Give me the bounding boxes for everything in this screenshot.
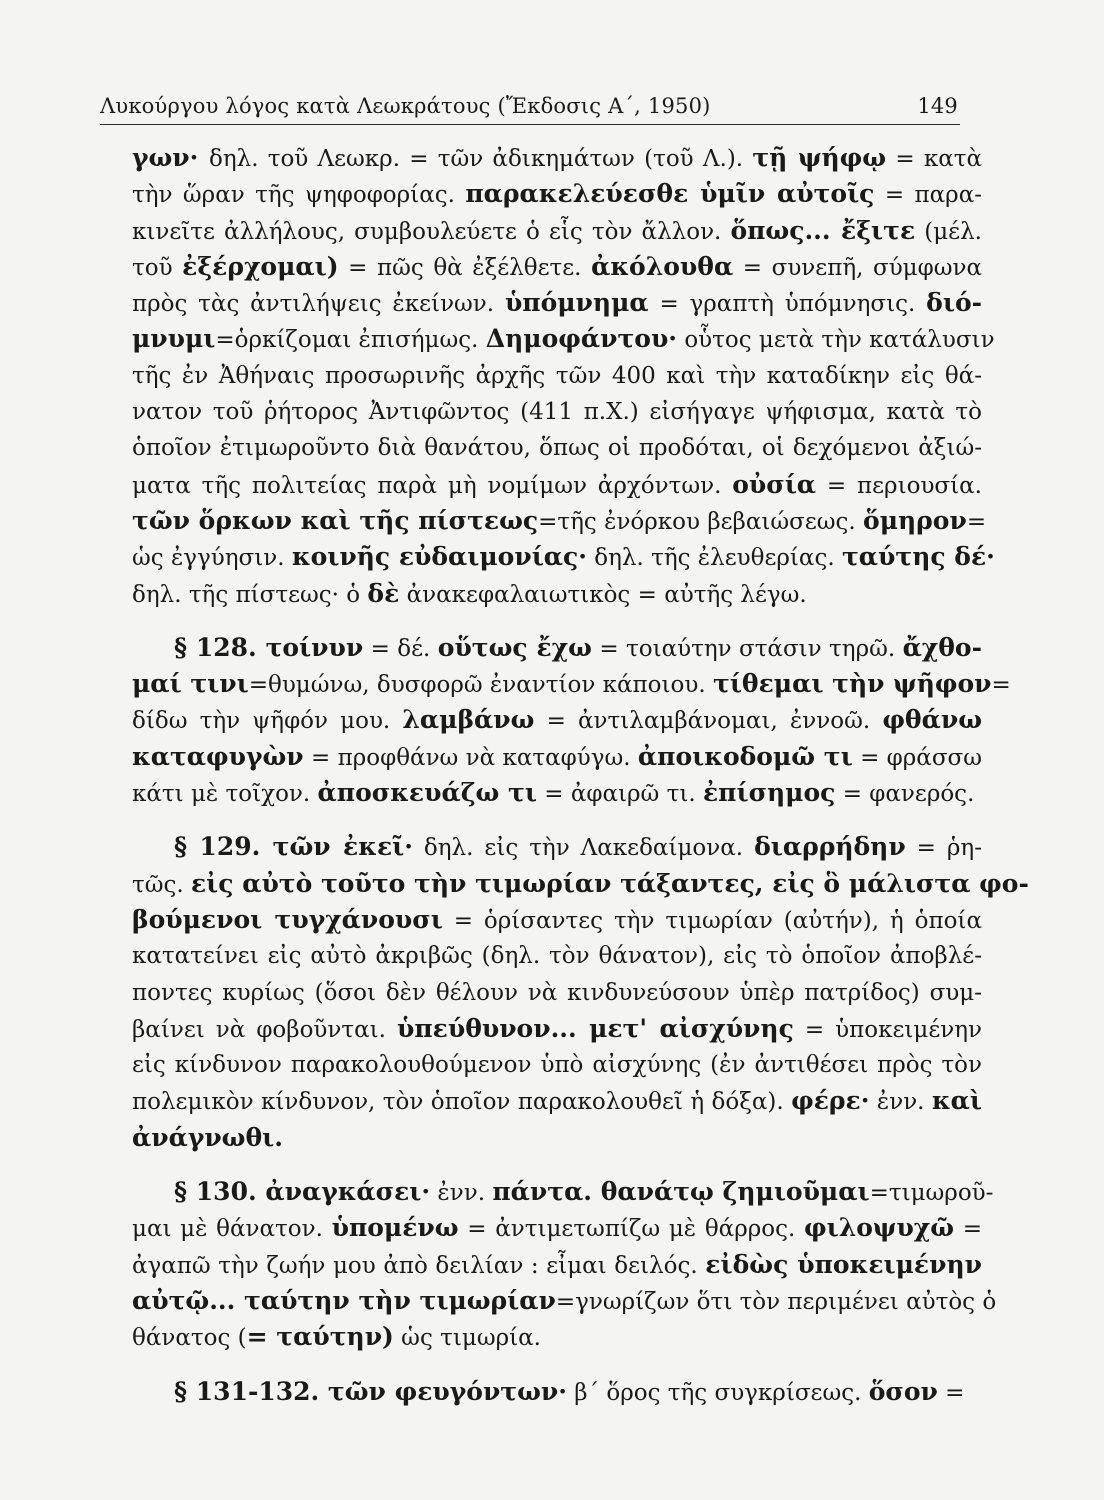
gloss-text: ματα τῆς πολιτείας παρὰ μὴ νομίμων ἀρχόντων. <box>132 472 733 499</box>
gloss-text: = δέ. <box>363 635 438 662</box>
gloss-text: ποντες κυρίως (ὅσοι δὲν θέλουν νὰ κινδυνεύσουν ὑπὲρ πατρίδος) συμ- <box>132 979 982 1006</box>
lemma-term: αὐτῷ... ταύτην τὴν τιμωρίαν <box>132 1285 556 1315</box>
lemma-term: μαί τινι <box>132 669 249 699</box>
lemma-term: τίθεμαι τὴν ψῆφον <box>713 669 992 699</box>
text-line <box>132 866 1029 902</box>
text-line <box>132 249 982 285</box>
text-line <box>132 666 1011 702</box>
text-line <box>132 539 995 575</box>
gloss-text: = ῥη- <box>905 835 982 862</box>
text-line <box>132 702 982 738</box>
lemma-term: μνυμι <box>132 324 216 354</box>
commentary-text <box>132 140 1029 1410</box>
lemma-term: ὑπεύθυνον... μετ' αἰσχύνης <box>397 1013 794 1043</box>
lemma-term: ἀποσκευάζω τι <box>317 778 537 808</box>
gloss-text: = συνεπῆ, σύμφωνα <box>733 254 982 281</box>
gloss-text: οὗτος μετὰ τὴν κατάλυσιν <box>677 327 995 354</box>
gloss-text: μαι μὲ θάνατον. <box>132 1216 332 1243</box>
gloss-text: = ἀντιμετωπίζω μὲ θάρρος. <box>458 1216 804 1243</box>
page-number: 149 <box>917 94 958 118</box>
text-line <box>132 576 982 612</box>
header-title: Λυκούργου λόγος κατὰ Λεωκράτους (Ἔκδοσις Α΄, 1950) <box>100 94 711 118</box>
lemma-term: § 131-132. τῶν φευγόντων· <box>174 1376 567 1406</box>
gloss-text: = <box>937 1379 965 1406</box>
gloss-text: ὁποῖον ἐτιμωροῦντο διὰ θανάτου, ὅπως οἱ προδόται, οἱ δεχόμενοι ἀξιώ- <box>132 435 982 462</box>
gloss-text: ἐνν. <box>430 1180 493 1207</box>
gloss-text: =ὁρκίζομαι ἐπισήμως. <box>215 327 486 354</box>
gloss-text: δηλ. τῆς πίστεως· ὁ <box>132 581 368 608</box>
gloss-text: κατατείνει εἰς αὐτὸ ἀκριβῶς (δηλ. τὸν θάνατον), εἰς τὸ ὁποῖον ἀποβλέ- <box>132 943 982 970</box>
running-header <box>100 84 960 125</box>
lemma-term: ὅπως... ἔξιτε <box>730 215 916 245</box>
text-line <box>132 394 982 430</box>
lemma-term: παρακελεύεσθε ὑμῖν αὐτοῖς <box>465 179 875 209</box>
gloss-text: = <box>954 1216 983 1243</box>
lemma-term: ὑπόμνημα <box>504 288 649 318</box>
text-line <box>132 1120 982 1156</box>
gloss-text: νατον τοῦ ῥήτορος Ἀντιφῶντος (411 π.Χ.) εἰσήγαγε ψήφισμα, κατὰ τὸ <box>132 399 982 426</box>
gloss-text: ἀγαπῶ τὴν ζωήν μου ἀπὸ δειλίαν : εἶμαι δειλός. <box>132 1252 706 1279</box>
gloss-text: ἀνακεφαλαιωτικὸς = αὐτῆς λέγω. <box>399 581 807 608</box>
lemma-term: ἀνάγνωθι. <box>132 1122 283 1152</box>
text-line <box>132 902 982 938</box>
text-line <box>132 285 982 321</box>
lemma-term: ὑπομένω <box>331 1213 459 1243</box>
lemma-term: φθάνω <box>882 705 982 735</box>
lemma-term: τῶν ὅρκων καὶ τῆς πίστεως <box>132 505 539 535</box>
gloss-text: τὴν ὥραν τῆς ψηφοφορίας. <box>132 182 466 209</box>
gloss-text: δίδω τὴν ψῆφόν μου. <box>132 708 403 735</box>
text-line <box>132 938 982 974</box>
gloss-text: ἐνν. <box>869 1089 932 1116</box>
text-line <box>132 1210 982 1246</box>
lemma-term: δὲ <box>367 578 400 608</box>
gloss-text: = περιουσία. <box>816 472 982 499</box>
gloss-text: = κατὰ <box>886 146 983 172</box>
text-line <box>132 358 982 394</box>
lemma-term: καταφυγὼν <box>132 741 304 771</box>
lemma-term: ἄχθο- <box>902 632 982 662</box>
lemma-term: εἰδὼς ὑποκειμένην <box>705 1249 983 1279</box>
text-line <box>132 430 982 466</box>
lemma-term: φέρε· <box>791 1086 870 1116</box>
gloss-text: θάνατος ( <box>132 1325 247 1352</box>
text-line <box>132 975 982 1011</box>
text-line <box>132 739 982 775</box>
text-line <box>132 140 982 176</box>
gloss-text: πρὸς τὰς ἀντιλήψεις ἐκείνων. <box>132 291 505 318</box>
text-line <box>132 321 995 357</box>
gloss-text: = ὑποκειμένην <box>793 1016 982 1043</box>
gloss-text: = ἀφαιρῶ τι. <box>536 781 703 808</box>
text-line <box>132 829 982 865</box>
lemma-term: § 128. τοίνυν <box>174 632 364 662</box>
text-line <box>132 1283 997 1319</box>
gloss-text: τῆς ἐν Ἀθήναις προσωρινῆς ἀρχῆς τῶν 400 καὶ τὴν καταδίκην εἰς θά- <box>132 362 982 389</box>
lemma-term: φιλοψυχῶ <box>803 1213 955 1243</box>
lemma-term: λαμβάνω <box>402 705 535 735</box>
gloss-text: = φανερός. <box>835 781 975 808</box>
text-line <box>132 176 982 212</box>
lemma-term: πάντα. θανάτῳ ζημιοῦμαι <box>492 1177 870 1207</box>
paragraph-gap <box>132 1356 982 1374</box>
text-line <box>132 630 982 666</box>
gloss-text: = <box>991 672 1011 699</box>
gloss-text: τῶς. <box>132 871 191 898</box>
lemma-term: ἐξέρχομαι) <box>182 251 339 281</box>
gloss-text: δηλ. τοῦ Λεωκρ. = τῶν ἀδικημάτων (τοῦ Λ.). <box>208 146 753 172</box>
gloss-text: δηλ. εἰς τὴν Λακεδαίμονα. <box>412 835 755 862</box>
gloss-text: = <box>966 508 987 535</box>
lemma-term: εἰς αὐτὸ τοῦτο τὴν τιμωρίαν τάξαντες, εἰς ὃ μάλιστα φο- <box>190 868 1029 898</box>
lemma-term: = ταύτην) <box>246 1322 394 1352</box>
lemma-term: § 129. τῶν ἐκεῖ· <box>174 832 413 862</box>
lemma-term: ὅμηρον <box>863 505 967 535</box>
lemma-term: καὶ <box>931 1086 982 1116</box>
text-line <box>132 1047 982 1083</box>
text-line <box>132 775 982 811</box>
gloss-text: πολεμικὸν κίνδυνον, τὸν ὁποῖον παρακολουθεῖ ἡ δόξα). <box>132 1089 792 1116</box>
gloss-text: (μέλ. <box>915 218 982 245</box>
lemma-term: ἀκόλουθα <box>591 251 734 281</box>
gloss-text: =γνωρίζων ὅτι τὸν περιμένει αὐτὸς ὁ <box>555 1288 997 1315</box>
gloss-text: = πῶς θὰ ἐξέλθετε. <box>338 254 592 281</box>
lemma-term: οὕτως ἔχω <box>437 632 592 662</box>
lemma-term: § 130. ἀναγκάσει· <box>174 1177 431 1207</box>
paragraph-gap <box>132 811 982 829</box>
lemma-term: διαρρήδην <box>754 832 906 862</box>
text-line <box>132 1247 982 1283</box>
lemma-term: Δημοφάντου· <box>485 324 678 354</box>
text-line <box>132 1011 982 1047</box>
lemma-term: ὅσον <box>868 1376 938 1406</box>
lemma-term: γων· <box>132 143 209 172</box>
gloss-text: = ἀντιλαμβάνομαι, ἐννοῶ. <box>534 708 883 735</box>
gloss-text: =τῆς ἐνόρκου βεβαιώσεως. <box>538 508 864 535</box>
gloss-text: κινεῖτε ἀλλήλους, συμβουλεύετε ὁ εἷς τὸν ἄλλον. <box>132 218 731 245</box>
lemma-term: κοινῆς εὐδαιμονίας· <box>291 542 587 572</box>
text-line <box>132 1174 994 1210</box>
gloss-text: δηλ. τῆς ἐλευθερίας. <box>586 545 842 572</box>
paragraph-gap <box>132 612 982 630</box>
text-line <box>132 1083 982 1119</box>
gloss-text: = ὁρίσαντες τὴν τιμωρίαν (αὐτήν), ἡ ὁποία <box>442 907 982 934</box>
gloss-text: τοῦ <box>132 254 183 281</box>
text-line <box>132 213 982 249</box>
gloss-text: = γραπτὴ ὑπόμνησις. <box>648 291 927 318</box>
gloss-text: βαίνει νὰ φοβοῦνται. <box>132 1016 397 1043</box>
gloss-text: β΄ ὅρος τῆς συγκρίσεως. <box>566 1379 869 1406</box>
text-line <box>132 1319 982 1355</box>
lemma-term: ταύτης δέ· <box>841 542 995 572</box>
gloss-text: ὡς ἐγγύησιν. <box>132 545 292 572</box>
lemma-term: ἐπίσημος <box>702 778 836 808</box>
lemma-term: οὐσία <box>732 469 817 499</box>
lemma-term: ἀποικοδομῶ τι <box>637 741 853 771</box>
gloss-text: ὡς τιμωρία. <box>393 1325 541 1352</box>
lemma-term: τῇ ψήφῳ <box>752 143 887 172</box>
text-line <box>132 1374 982 1410</box>
lemma-term: διό- <box>926 288 982 318</box>
gloss-text: =τιμωροῦ- <box>869 1180 994 1207</box>
text-line <box>132 503 987 539</box>
gloss-text: = τοιαύτην στάσιν τηρῶ. <box>591 635 903 662</box>
paragraph-gap <box>132 1156 982 1174</box>
gloss-text: =θυμώνω, δυσφορῶ ἐναντίον κάποιου. <box>248 672 713 699</box>
gloss-text: = φράσσω <box>852 744 982 771</box>
text-line <box>132 467 982 503</box>
gloss-text: κάτι μὲ τοῖχον. <box>132 781 318 808</box>
lemma-term: βούμενοι τυγχάνουσι <box>132 904 443 934</box>
gloss-text: εἰς κίνδυνον παρακολουθούμενον ὑπὸ αἰσχύνης (ἐν ἀντιθέσει πρὸς τὸν <box>132 1052 982 1079</box>
gloss-text: = παρα- <box>874 182 983 209</box>
gloss-text: = προφθάνω νὰ καταφύγω. <box>303 744 638 771</box>
